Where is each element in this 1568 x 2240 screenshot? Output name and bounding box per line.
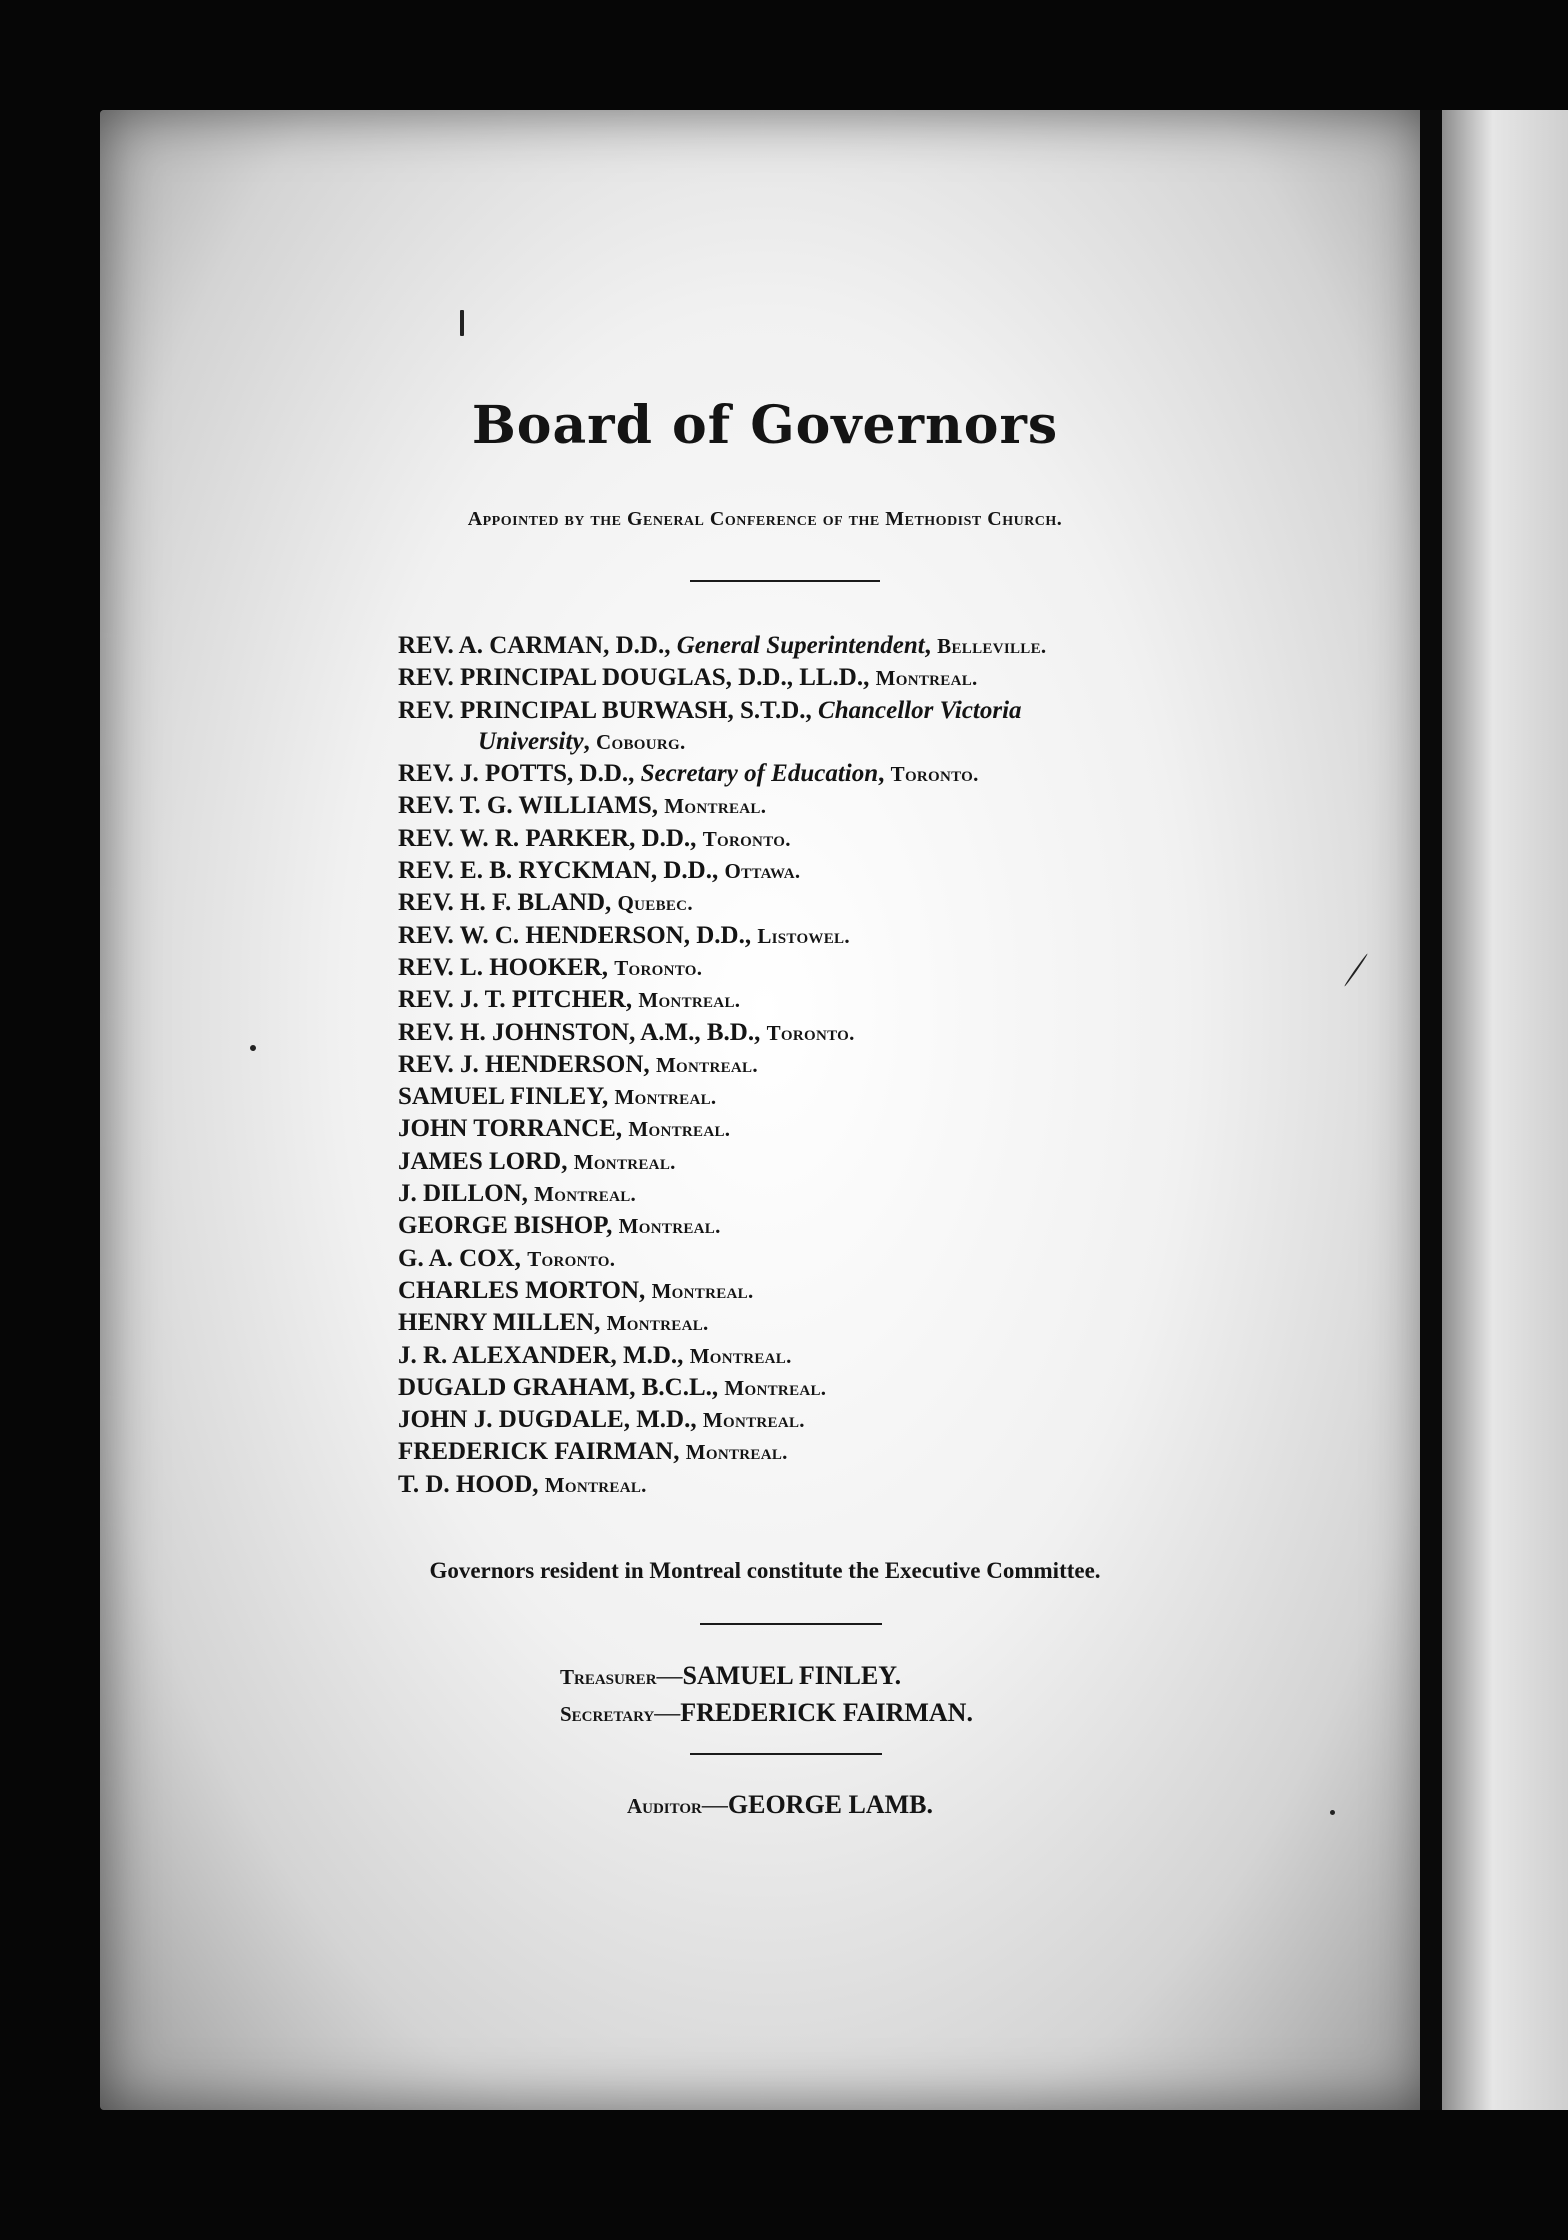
governor-place: Toronto.: [890, 762, 979, 787]
governor-name: REV. PRINCIPAL BURWASH, S.T.D.,: [398, 696, 819, 724]
governor-place: Montreal.: [573, 1149, 676, 1174]
officer-dash: —: [656, 1661, 683, 1690]
governor-place: Montreal.: [702, 1408, 805, 1433]
auditor-name: GEORGE LAMB.: [727, 1790, 934, 1819]
governor-entry: [398, 920, 1318, 952]
governor-role: General Superintendent: [676, 632, 925, 659]
governor-name: REV. PRINCIPAL DOUGLAS, D.D., LL.D.,: [398, 664, 876, 692]
governor-name: REV. H. JOHNSTON, A.M., B.D.,: [398, 1018, 767, 1046]
executive-note: Governors resident in Montreal constitute the Executive Committee.: [429, 1558, 1101, 1583]
divider-rule: [690, 580, 880, 582]
governor-entry: [398, 1307, 1318, 1339]
officer-title: Secretary: [560, 1702, 655, 1726]
document-page: [100, 110, 1430, 2110]
governor-place: Ottawa.: [724, 859, 801, 884]
page-title: Board of Governors: [471, 395, 1059, 456]
governor-name: JAMES LORD,: [398, 1147, 574, 1175]
governor-name: J. R. ALEXANDER, M.D.,: [398, 1341, 690, 1369]
adjacent-page-edge: [1442, 110, 1568, 2110]
governor-name: J. DILLON,: [398, 1180, 535, 1208]
officer-dash: —: [654, 1698, 681, 1727]
governor-name: G. A. COX,: [398, 1244, 528, 1272]
governor-place: Toronto.: [702, 826, 791, 851]
governor-entry: [398, 1113, 1318, 1145]
governor-place: Montreal.: [628, 1117, 731, 1142]
governor-role: University: [478, 727, 584, 755]
governor-place: Toronto.: [614, 955, 703, 980]
governor-name: SAMUEL FINLEY,: [398, 1083, 615, 1111]
auditor-dash: —: [701, 1790, 728, 1819]
governor-name: REV. L. HOOKER,: [398, 953, 615, 981]
governor-separator: ,: [924, 632, 938, 659]
governor-entry: [398, 1017, 1318, 1049]
governor-place: Montreal.: [664, 794, 767, 819]
governor-place: Montreal.: [544, 1472, 647, 1497]
page-subtitle: Appointed by the General Conference of the Methodist Church.: [467, 508, 1063, 530]
ink-speck: [250, 1045, 256, 1051]
governor-entry: [398, 695, 1318, 726]
governor-entry: [398, 1404, 1318, 1436]
governor-place: Montreal.: [534, 1182, 637, 1207]
governor-name: JOHN J. DUGDALE, M.D.,: [398, 1406, 703, 1434]
officers-block: [560, 1658, 973, 1732]
governor-entry: [398, 1049, 1318, 1081]
officer-line: [560, 1695, 973, 1732]
governor-place: Montreal.: [655, 1052, 758, 1077]
governor-entry: [398, 1436, 1318, 1468]
governor-entry: [398, 1210, 1318, 1242]
officer-name: FREDERICK FAIRMAN.: [680, 1698, 973, 1727]
divider-rule: [700, 1623, 882, 1625]
governor-place: Montreal.: [618, 1214, 721, 1239]
governor-name: REV. J. HENDERSON,: [398, 1050, 656, 1078]
ink-speck: [1330, 1810, 1335, 1815]
governors-list: [398, 630, 1318, 1501]
governor-entry: [398, 790, 1318, 822]
page-content: [100, 110, 1430, 2110]
governor-name: CHARLES MORTON,: [398, 1276, 652, 1304]
governor-place: Quebec.: [617, 891, 693, 916]
governor-entry: [398, 758, 1318, 790]
auditor-label: Auditor: [626, 1794, 702, 1818]
governor-entry: [398, 1081, 1318, 1113]
governor-separator: ,: [878, 760, 891, 788]
governor-name: T. D. HOOD,: [398, 1470, 545, 1498]
governor-place: Cobourg.: [596, 729, 686, 754]
governor-name: REV. W. C. HENDERSON, D.D.,: [398, 921, 758, 949]
divider-rule: [690, 1753, 882, 1755]
governor-entry: [398, 1340, 1318, 1372]
binding-gutter: [1420, 110, 1442, 2110]
governor-place: Listowel.: [757, 923, 850, 948]
governor-place: Montreal.: [638, 988, 741, 1013]
auditor-line: [100, 1790, 1430, 1820]
governor-place: Montreal.: [651, 1278, 754, 1303]
governor-entry: [398, 1146, 1318, 1178]
officer-title: Treasurer: [560, 1665, 657, 1689]
governor-name: REV. W. R. PARKER, D.D.,: [398, 824, 703, 852]
officer-name: SAMUEL FINLEY.: [682, 1661, 902, 1690]
governor-name: REV. A. CARMAN, D.D.,: [398, 632, 677, 659]
governor-entry: [398, 887, 1318, 919]
ink-speck: [460, 310, 464, 336]
governor-entry-continuation: [398, 726, 1318, 758]
governor-entry: [398, 662, 1318, 694]
governor-name: REV. J. POTTS, D.D.,: [398, 760, 641, 788]
governor-entry: [398, 984, 1318, 1016]
governor-place: Toronto.: [766, 1020, 855, 1045]
governor-entry: [398, 630, 1318, 662]
governor-place: Montreal.: [614, 1085, 717, 1110]
governor-place: Belleville.: [937, 634, 1047, 658]
governor-place: Montreal.: [875, 666, 978, 691]
governor-entry: [398, 1372, 1318, 1404]
governor-entry: [398, 855, 1318, 887]
governor-place: Montreal.: [606, 1311, 709, 1336]
governor-name: REV. J. T. PITCHER,: [398, 986, 639, 1014]
governor-name: REV. H. F. BLAND,: [398, 889, 618, 917]
governor-name: JOHN TORRANCE,: [398, 1115, 629, 1143]
governor-entry: [398, 952, 1318, 984]
governor-entry: [398, 1243, 1318, 1275]
governor-entry: [398, 1178, 1318, 1210]
governor-name: DUGALD GRAHAM, B.C.L.,: [398, 1373, 725, 1401]
governor-place: Toronto.: [527, 1246, 616, 1271]
governor-name: FREDERICK FAIRMAN,: [398, 1438, 686, 1466]
governor-place: Montreal.: [724, 1375, 827, 1400]
governor-role: Secretary of Education: [640, 760, 879, 788]
governor-entry: [398, 1469, 1318, 1501]
governor-entry: [398, 1275, 1318, 1307]
governor-name: REV. E. B. RYCKMAN, D.D.,: [398, 857, 725, 885]
governor-place: Montreal.: [685, 1440, 788, 1465]
governor-place: Montreal.: [689, 1343, 792, 1368]
governor-name: GEORGE BISHOP,: [398, 1212, 619, 1240]
governor-name: HENRY MILLEN,: [398, 1309, 607, 1337]
governor-role: Chancellor Victoria: [818, 696, 1022, 724]
governor-separator: ,: [583, 727, 597, 755]
officer-line: [560, 1658, 973, 1695]
governor-entry: [398, 823, 1318, 855]
governor-name: REV. T. G. WILLIAMS,: [398, 792, 665, 820]
